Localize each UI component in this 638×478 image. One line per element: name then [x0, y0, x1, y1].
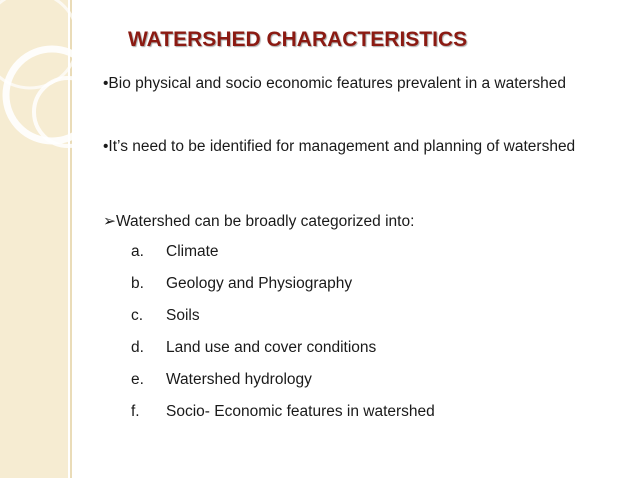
list-item-text: Climate — [166, 243, 219, 260]
list-marker: a. — [131, 243, 144, 260]
list-item — [131, 275, 435, 307]
list-item — [131, 243, 435, 275]
list-item-text: Soils — [166, 307, 200, 324]
list-marker: b. — [131, 275, 144, 292]
category-list — [131, 243, 435, 435]
list-item — [131, 339, 435, 371]
list-marker: f. — [131, 403, 140, 420]
list-marker: d. — [131, 339, 144, 356]
list-marker: c. — [131, 307, 144, 324]
bullet-paragraph: •It’s need to be identified for management and planning of watershed — [103, 138, 576, 155]
list-item — [131, 371, 435, 403]
list-item-text: Watershed hydrology — [166, 371, 312, 388]
slide-title: WATERSHED CHARACTERISTICS — [128, 28, 468, 51]
list-item-text: Land use and cover conditions — [166, 339, 377, 356]
list-item-text: Geology and Physiography — [166, 275, 353, 292]
bullet-paragraph: •Bio physical and socio economic features prevalent in a watershed — [103, 75, 566, 92]
lead-bullet: ➢Watershed can be broadly categorized into: — [103, 213, 415, 230]
decorative-circles — [0, 0, 140, 200]
list-marker: e. — [131, 371, 144, 388]
list-item-text: Socio- Economic features in watershed — [166, 403, 435, 420]
list-item — [131, 403, 435, 435]
list-item — [131, 307, 435, 339]
